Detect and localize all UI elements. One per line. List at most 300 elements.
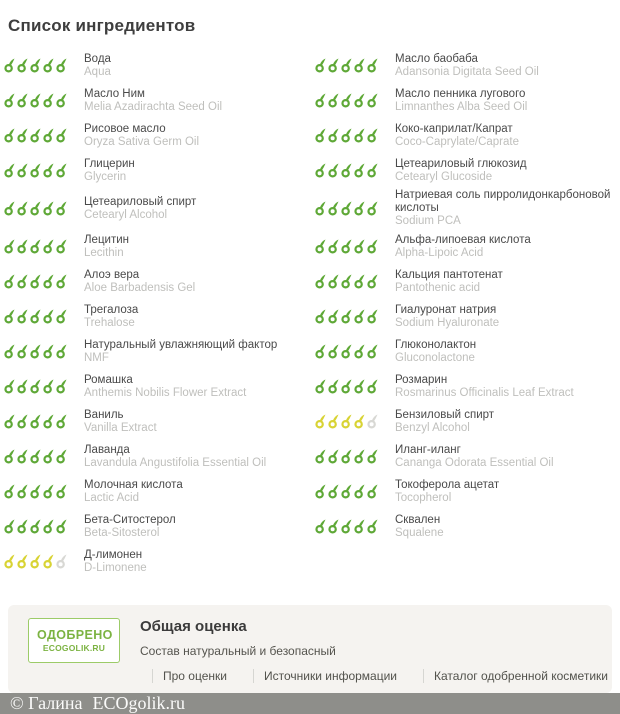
ingredient-item-empty xyxy=(315,544,616,579)
sprout-icon xyxy=(354,201,366,216)
sprout-icon xyxy=(341,274,353,289)
ingredient-names xyxy=(84,409,157,435)
summary-card xyxy=(8,605,612,693)
ingredient-name: Кальция пантотенат xyxy=(395,268,503,281)
sprout-icon xyxy=(4,58,16,73)
sprout-icon xyxy=(30,93,42,108)
sprout-icon xyxy=(4,414,16,429)
sprout-icon xyxy=(56,449,68,464)
ingredient-names xyxy=(395,234,531,260)
sprout-icon xyxy=(367,58,379,73)
sprout-icon xyxy=(328,309,340,324)
rating-icons xyxy=(4,379,84,394)
ingredient-name: Альфа-липоевая кислота xyxy=(395,233,531,246)
sprout-icon xyxy=(315,58,327,73)
sprout-icon xyxy=(43,519,55,534)
rating-icons xyxy=(315,379,395,394)
ingredient-names xyxy=(84,269,195,295)
site-name: ECOgolik.ru xyxy=(92,693,186,713)
ingredient-names xyxy=(84,88,222,114)
footer-bar xyxy=(0,693,620,714)
rating-icons xyxy=(4,201,84,216)
sprout-icon xyxy=(328,449,340,464)
ingredient-names xyxy=(395,339,476,365)
sprout-icon xyxy=(328,93,340,108)
sprout-icon xyxy=(30,344,42,359)
ingredient-latin-name: D-Limonene xyxy=(84,561,147,574)
sprout-icon xyxy=(43,239,55,254)
sprout-icon xyxy=(43,201,55,216)
sprout-icon xyxy=(4,201,16,216)
sprout-icon xyxy=(315,93,327,108)
sprout-icon xyxy=(315,484,327,499)
sprout-icon xyxy=(30,201,42,216)
ingredient-item[interactable] xyxy=(4,369,305,404)
sprout-icon xyxy=(56,344,68,359)
sprout-icon xyxy=(354,484,366,499)
sprout-icon xyxy=(4,239,16,254)
sprout-icon xyxy=(17,309,29,324)
sprout-icon xyxy=(315,519,327,534)
ingredient-name: Сквален xyxy=(395,513,441,526)
rating-icons xyxy=(315,309,395,324)
sprout-icon xyxy=(30,274,42,289)
ingredient-names xyxy=(395,88,527,114)
sprout-icon xyxy=(315,344,327,359)
sprout-icon xyxy=(354,519,366,534)
rating-icons xyxy=(4,554,84,569)
sprout-icon xyxy=(341,519,353,534)
sprout-icon xyxy=(328,344,340,359)
ingredient-latin-name: NMF xyxy=(84,351,109,364)
rating-icons xyxy=(315,58,395,73)
sprout-icon xyxy=(354,93,366,108)
ingredient-name: Коко-каприлат/Капрат xyxy=(395,122,513,135)
ingredient-names xyxy=(395,123,519,149)
ingredient-item[interactable] xyxy=(4,83,305,118)
ingredient-name: Ромашка xyxy=(84,373,133,386)
sprout-icon xyxy=(341,414,353,429)
ingredient-latin-name: Anthemis Nobilis Flower Extract xyxy=(84,386,247,399)
sprout-icon xyxy=(56,239,68,254)
sprout-icon xyxy=(354,239,366,254)
sprout-icon xyxy=(315,449,327,464)
ingredient-item[interactable] xyxy=(4,229,305,264)
ingredient-latin-name: Lecithin xyxy=(84,246,124,259)
sprout-icon xyxy=(43,554,55,569)
sprout-icon xyxy=(30,379,42,394)
sprout-icon xyxy=(4,554,16,569)
ingredient-latin-name: Cetearyl Alcohol xyxy=(84,208,168,221)
ingredient-latin-name: Pantothenic acid xyxy=(395,281,481,294)
rating-icons xyxy=(315,344,395,359)
rating-icons xyxy=(315,128,395,143)
ingredient-names xyxy=(84,374,246,400)
ingredient-latin-name: Beta-Sitosterol xyxy=(84,526,160,539)
sprout-icon xyxy=(328,414,340,429)
sprout-icon xyxy=(367,309,379,324)
sprout-icon xyxy=(56,58,68,73)
sprout-icon xyxy=(17,93,29,108)
sprout-icon xyxy=(328,163,340,178)
sprout-icon xyxy=(315,274,327,289)
rating-icons xyxy=(4,414,84,429)
sprout-icon xyxy=(367,93,379,108)
ingredient-item[interactable] xyxy=(4,439,305,474)
sprout-icon xyxy=(367,414,379,429)
sprout-icon xyxy=(56,163,68,178)
ingredient-latin-name: Alpha-Lipoic Acid xyxy=(395,246,484,259)
ingredient-name: Глюконолактон xyxy=(395,338,477,351)
sprout-icon xyxy=(328,274,340,289)
sprout-icon xyxy=(354,379,366,394)
ingredient-item[interactable] xyxy=(4,118,305,153)
rating-icons xyxy=(315,201,395,216)
sprout-icon xyxy=(30,414,42,429)
sprout-icon xyxy=(43,449,55,464)
summary-links xyxy=(152,669,608,683)
ingredient-item[interactable] xyxy=(4,544,305,579)
sprout-icon xyxy=(56,414,68,429)
ingredient-item[interactable] xyxy=(4,334,305,369)
ingredient-name: Масло пенника лугового xyxy=(395,87,526,100)
ingredient-latin-name: Limnanthes Alba Seed Oil xyxy=(395,100,528,113)
sprout-icon xyxy=(328,239,340,254)
sprout-icon xyxy=(315,239,327,254)
ingredient-item[interactable] xyxy=(315,439,616,474)
ingredient-names xyxy=(84,304,138,330)
sprout-icon xyxy=(17,449,29,464)
rating-icons xyxy=(4,449,84,464)
ingredient-item[interactable] xyxy=(315,48,616,83)
sprout-icon xyxy=(328,58,340,73)
sprout-icon xyxy=(341,449,353,464)
ingredient-name: Молочная кислота xyxy=(84,478,183,491)
ingredient-item[interactable] xyxy=(4,264,305,299)
sprout-icon xyxy=(354,274,366,289)
sprout-icon xyxy=(30,484,42,499)
ingredient-item[interactable] xyxy=(315,264,616,299)
sprout-icon xyxy=(328,128,340,143)
rating-icons xyxy=(4,309,84,324)
sprout-icon xyxy=(341,484,353,499)
sprout-icon xyxy=(4,519,16,534)
ingredient-item[interactable] xyxy=(315,334,616,369)
ingredient-name: Д-лимонен xyxy=(84,548,143,561)
sprout-icon xyxy=(30,163,42,178)
ingredients-grid xyxy=(0,48,620,579)
sprout-icon xyxy=(328,201,340,216)
sprout-icon xyxy=(30,449,42,464)
sprout-icon xyxy=(328,379,340,394)
sprout-icon xyxy=(354,414,366,429)
ingredient-names xyxy=(84,53,111,79)
ingredient-name: Гиалуронат натрия xyxy=(395,303,497,316)
sprout-icon xyxy=(56,93,68,108)
sprout-icon xyxy=(341,93,353,108)
ingredient-name: Розмарин xyxy=(395,373,448,386)
ingredient-names xyxy=(84,514,176,540)
ingredient-latin-name: Oryza Sativa Germ Oil xyxy=(84,135,200,148)
sprout-icon xyxy=(341,163,353,178)
ingredient-names xyxy=(84,479,183,505)
ingredient-item[interactable] xyxy=(4,509,305,544)
ingredient-item[interactable] xyxy=(315,474,616,509)
rating-icons xyxy=(4,484,84,499)
rating-icons xyxy=(315,274,395,289)
sprout-icon xyxy=(30,58,42,73)
ingredient-item[interactable] xyxy=(4,299,305,334)
ingredient-name: Алоэ вера xyxy=(84,268,140,281)
sprout-icon xyxy=(367,201,379,216)
sprout-icon xyxy=(17,163,29,178)
sprout-icon xyxy=(367,484,379,499)
ingredient-names xyxy=(84,234,129,260)
ingredient-item[interactable] xyxy=(4,48,305,83)
ingredient-name: Ваниль xyxy=(84,408,124,421)
sprout-icon xyxy=(341,201,353,216)
sprout-icon xyxy=(30,554,42,569)
rating-icons xyxy=(315,449,395,464)
page-title: Список ингредиентов xyxy=(8,16,196,35)
sprout-icon xyxy=(43,309,55,324)
ingredient-item[interactable] xyxy=(315,369,616,404)
ingredient-names xyxy=(395,514,444,540)
sprout-icon xyxy=(56,128,68,143)
sprout-icon xyxy=(354,344,366,359)
sprout-icon xyxy=(4,449,16,464)
sprout-icon xyxy=(4,309,16,324)
rating-icons xyxy=(315,484,395,499)
ingredient-item[interactable] xyxy=(315,229,616,264)
sprout-icon xyxy=(367,163,379,178)
sprout-icon xyxy=(56,519,68,534)
ingredient-latin-name: Trehalose xyxy=(84,316,135,329)
sprout-icon xyxy=(354,309,366,324)
sprout-icon xyxy=(341,379,353,394)
copyright-text: © Галина xyxy=(10,693,83,713)
link-about-ratings[interactable]: Про оценки xyxy=(152,669,227,683)
sprout-icon xyxy=(341,309,353,324)
sprout-icon xyxy=(367,239,379,254)
ingredient-item[interactable] xyxy=(4,188,305,229)
ingredient-name: Натриевая соль пирролидонкарбоновой кислоты xyxy=(395,189,611,214)
ingredient-latin-name: Sodium Hyaluronate xyxy=(395,316,500,329)
ingredient-latin-name: Tocopherol xyxy=(395,491,452,504)
sprout-icon xyxy=(354,128,366,143)
ingredient-name: Глицерин xyxy=(84,157,135,170)
ingredient-latin-name: Squalene xyxy=(395,526,444,539)
sprout-icon xyxy=(17,239,29,254)
sprout-icon xyxy=(367,379,379,394)
ingredient-names xyxy=(395,158,527,184)
sprout-icon xyxy=(30,309,42,324)
sprout-icon xyxy=(17,344,29,359)
ingredient-names xyxy=(84,549,147,575)
ingredient-names xyxy=(395,374,574,400)
ingredient-latin-name: Rosmarinus Officinalis Leaf Extract xyxy=(395,386,574,399)
ingredient-latin-name: Cananga Odorata Essential Oil xyxy=(395,456,554,469)
rating-icons xyxy=(315,93,395,108)
rating-icons xyxy=(4,128,84,143)
ingredient-latin-name: Aloe Barbadensis Gel xyxy=(84,281,196,294)
approved-badge-site: ECOGOLIK.RU xyxy=(42,643,106,653)
sprout-icon xyxy=(367,519,379,534)
ingredient-item[interactable] xyxy=(4,404,305,439)
ingredient-latin-name: Melia Azadirachta Seed Oil xyxy=(84,100,223,113)
approved-badge-title: ОДОБРЕНО xyxy=(37,628,113,642)
ingredient-name: Масло баобаба xyxy=(395,52,478,65)
sprout-icon xyxy=(56,201,68,216)
ingredient-name: Бензиловый спирт xyxy=(395,408,495,421)
sprout-icon xyxy=(4,93,16,108)
ingredient-item[interactable] xyxy=(315,509,616,544)
rating-icons xyxy=(315,239,395,254)
ingredient-item[interactable] xyxy=(4,153,305,188)
ingredient-names xyxy=(395,409,494,435)
sprout-icon xyxy=(30,239,42,254)
ingredient-names xyxy=(84,444,266,470)
ingredient-item[interactable] xyxy=(315,299,616,334)
ingredient-item[interactable] xyxy=(315,83,616,118)
ingredient-names xyxy=(395,269,503,295)
sprout-icon xyxy=(30,519,42,534)
ingredient-latin-name: Aqua xyxy=(84,65,111,78)
sprout-icon xyxy=(4,163,16,178)
sprout-icon xyxy=(315,414,327,429)
ingredient-item[interactable] xyxy=(315,404,616,439)
ingredient-latin-name: Adansonia Digitata Seed Oil xyxy=(395,65,539,78)
ingredient-name: Натуральный увлажняющий фактор xyxy=(84,338,278,351)
ingredient-latin-name: Lactic Acid xyxy=(84,491,139,504)
sprout-icon xyxy=(17,58,29,73)
ingredient-name: Иланг-иланг xyxy=(395,443,461,456)
ingredient-names xyxy=(395,304,499,330)
sprout-icon xyxy=(56,379,68,394)
sprout-icon xyxy=(367,274,379,289)
approved-badge xyxy=(28,618,120,663)
ingredient-name: Лецитин xyxy=(84,233,129,246)
ingredient-item[interactable] xyxy=(315,188,616,229)
sprout-icon xyxy=(56,274,68,289)
sprout-icon xyxy=(43,484,55,499)
sprout-icon xyxy=(17,274,29,289)
sprout-icon xyxy=(43,163,55,178)
summary-heading: Общая оценка xyxy=(140,618,247,635)
sprout-icon xyxy=(341,344,353,359)
link-info-sources[interactable]: Источники информации xyxy=(253,669,397,683)
sprout-icon xyxy=(17,201,29,216)
sprout-icon xyxy=(43,93,55,108)
sprout-icon xyxy=(17,128,29,143)
sprout-icon xyxy=(4,484,16,499)
rating-icons xyxy=(4,239,84,254)
ingredient-name: Масло Ним xyxy=(84,87,145,100)
ingredient-name: Вода xyxy=(84,52,111,65)
ingredient-latin-name: Coco-Caprylate/Caprate xyxy=(395,135,520,148)
sprout-icon xyxy=(328,484,340,499)
sprout-icon xyxy=(367,344,379,359)
rating-icons xyxy=(4,93,84,108)
ingredient-name: Лаванда xyxy=(84,443,130,456)
sprout-icon xyxy=(315,201,327,216)
sprout-icon xyxy=(4,344,16,359)
ingredient-latin-name: Cetearyl Glucoside xyxy=(395,170,493,183)
sprout-icon xyxy=(43,274,55,289)
sprout-icon xyxy=(43,344,55,359)
sprout-icon xyxy=(354,58,366,73)
ingredient-item[interactable] xyxy=(315,153,616,188)
ingredient-latin-name: Sodium PCA xyxy=(395,215,461,227)
sprout-icon xyxy=(341,128,353,143)
sprout-icon xyxy=(17,519,29,534)
rating-icons xyxy=(315,414,395,429)
sprout-icon xyxy=(4,379,16,394)
sprout-icon xyxy=(56,309,68,324)
sprout-icon xyxy=(17,414,29,429)
ingredient-name: Токоферола ацетат xyxy=(395,478,500,491)
ingredient-name: Бета-Ситостерол xyxy=(84,513,176,526)
ingredient-names xyxy=(84,158,135,184)
rating-icons xyxy=(4,163,84,178)
ingredient-latin-name: Glycerin xyxy=(84,170,127,183)
rating-icons xyxy=(315,163,395,178)
sprout-icon xyxy=(43,58,55,73)
summary-subtitle: Состав натуральный и безопасный xyxy=(140,644,336,658)
sprout-icon xyxy=(43,414,55,429)
ingredient-name: Трегалоза xyxy=(84,303,139,316)
sprout-icon xyxy=(56,554,68,569)
sprout-icon xyxy=(17,379,29,394)
sprout-icon xyxy=(341,58,353,73)
link-approved-catalog[interactable]: Каталог одобренной косметики xyxy=(423,669,608,683)
rating-icons xyxy=(4,344,84,359)
sprout-icon xyxy=(341,239,353,254)
ingredient-names xyxy=(395,189,616,228)
ingredient-name: Цетеариловый глюкозид xyxy=(395,157,527,170)
sprout-icon xyxy=(17,484,29,499)
ingredient-name: Рисовое масло xyxy=(84,122,166,135)
sprout-icon xyxy=(56,484,68,499)
sprout-icon xyxy=(315,379,327,394)
sprout-icon xyxy=(43,128,55,143)
sprout-icon xyxy=(4,128,16,143)
ingredient-latin-name: Vanilla Extract xyxy=(84,421,157,434)
rating-icons xyxy=(4,58,84,73)
sprout-icon xyxy=(30,128,42,143)
sprout-icon xyxy=(43,379,55,394)
sprout-icon xyxy=(354,449,366,464)
rating-icons xyxy=(315,519,395,534)
ingredient-names xyxy=(395,53,539,79)
sprout-icon xyxy=(328,519,340,534)
ingredient-names xyxy=(395,479,499,505)
sprout-icon xyxy=(354,163,366,178)
sprout-icon xyxy=(315,128,327,143)
summary-content xyxy=(140,618,608,683)
ingredient-names xyxy=(395,444,554,470)
ingredient-latin-name: Benzyl Alcohol xyxy=(395,421,470,434)
sprout-icon xyxy=(315,163,327,178)
sprout-icon xyxy=(17,554,29,569)
ingredient-item[interactable] xyxy=(315,118,616,153)
rating-icons xyxy=(4,274,84,289)
rating-icons xyxy=(4,519,84,534)
ingredient-item[interactable] xyxy=(4,474,305,509)
ingredient-names xyxy=(84,339,277,365)
sprout-icon xyxy=(367,128,379,143)
ingredient-names xyxy=(84,123,199,149)
